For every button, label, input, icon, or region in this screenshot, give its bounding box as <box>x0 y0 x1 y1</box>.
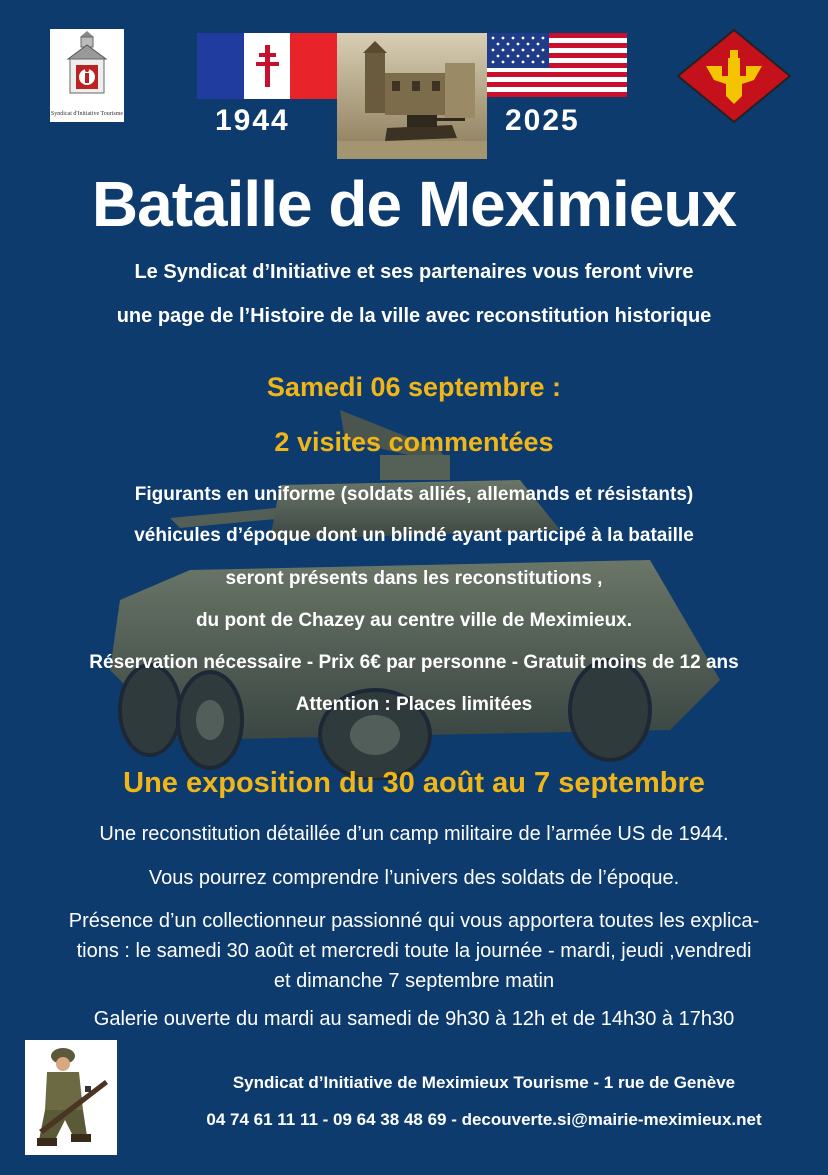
exhibition-heading: Une exposition du 30 août au 7 septembre <box>123 767 705 799</box>
year-right: 2025 <box>505 104 580 137</box>
exhibition-collector-line: tions : le samedi 30 août et mercredi toute la journée - mardi, jeudi ,vendredi <box>76 940 752 962</box>
us-flag-icon <box>487 33 627 97</box>
event-line: seront présents dans les reconstitutions , <box>225 568 603 589</box>
thunderbird-insignia-icon <box>676 28 792 124</box>
logo-caption-text: Syndicat d'Initiative Tourisme <box>50 111 124 117</box>
historic-photo <box>337 33 487 159</box>
event-pricing: Réservation nécessaire - Prix 6€ par personne - Gratuit moins de 12 ans <box>89 652 739 673</box>
armored-vehicle-illustration <box>110 410 730 780</box>
gallery-hours: Galerie ouverte du mardi au samedi de 9h30 à 12h et de 14h30 à 17h30 <box>93 1008 735 1030</box>
exhibition-line-2: Vous pourrez comprendre l’univers des soldats de l’époque. <box>148 867 680 889</box>
event-notice: Attention : Places limitées <box>295 694 533 715</box>
soldier-illustration <box>25 1040 117 1155</box>
exhibition-line-1: Une reconstitution détaillée d’un camp militaire de l’armée US de 1944. <box>99 823 729 845</box>
exhibition-collector-line: et dimanche 7 septembre matin <box>273 970 555 992</box>
exhibition-collector-line: Présence d’un collectionneur passionné qui vous apportera toutes les explica- <box>68 910 760 932</box>
syndicat-logo <box>50 29 124 122</box>
event-line: véhicules d’époque dont un blindé ayant participé à la bataille <box>134 525 694 546</box>
intro-line-2: une page de l’Histoire de la ville avec reconstitution historique <box>116 305 712 327</box>
exhibition-collector <box>0 906 828 996</box>
intro-line-1: Le Syndicat d’Initiative et ses partenaires vous feront vivre <box>134 261 694 283</box>
event-visits: 2 visites commentées <box>274 427 554 457</box>
french-flag-icon <box>197 33 337 99</box>
contact-address: Syndicat d’Initiative de Meximieux Tourisme - 1 rue de Genève <box>232 1073 736 1092</box>
page-title: Bataille de Meximieux <box>91 168 737 240</box>
contact-phones-email: 04 74 61 11 11 - 09 64 38 48 69 - decouverte.si@mairie-meximieux.net <box>206 1110 762 1129</box>
belfry-icon <box>50 29 124 104</box>
logo-caption <box>50 111 124 118</box>
year-left: 1944 <box>215 104 290 137</box>
event-line: Figurants en uniforme (soldats alliés, allemands et résistants) <box>134 484 694 505</box>
event-date: Samedi 06 septembre : <box>266 372 562 402</box>
event-line: du pont de Chazey au centre ville de Meximieux. <box>195 610 633 631</box>
